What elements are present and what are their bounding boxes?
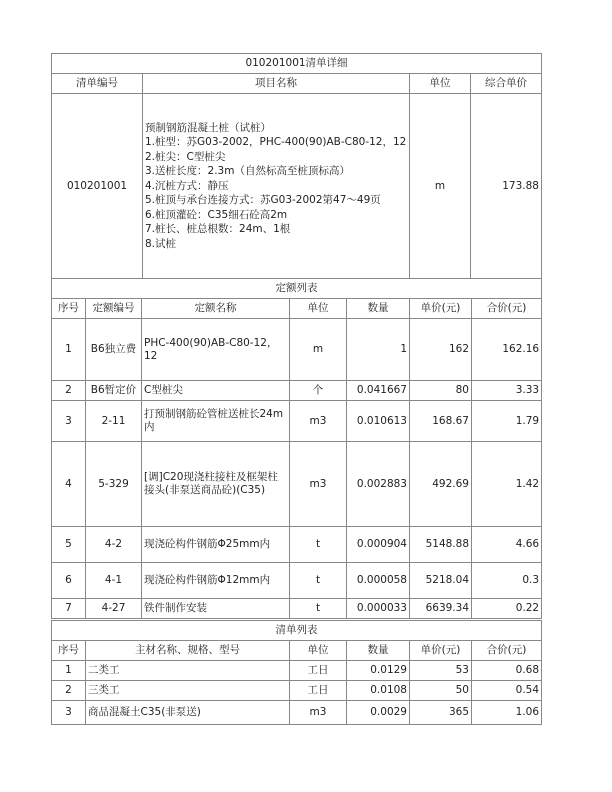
- row-no: 4: [52, 442, 86, 527]
- table-row: [52, 681, 542, 701]
- row-no: 7: [52, 599, 86, 619]
- row-qty: 0.0129: [347, 661, 410, 681]
- materials-section-title: 清单列表: [52, 621, 542, 641]
- row-total: 1.79: [472, 401, 542, 442]
- header-code: 清单编号: [52, 74, 143, 94]
- row-qty: 0.002883: [347, 442, 410, 527]
- item-code: 010201001: [52, 94, 143, 279]
- table-row: [52, 563, 542, 599]
- materials-col-price: 单价(元): [410, 641, 472, 661]
- row-name: 现浇砼构件钢筋Φ25mm内: [142, 527, 290, 563]
- row-qty: 0.0029: [347, 701, 410, 725]
- header-unit: 单位: [410, 74, 471, 94]
- row-price: 162: [410, 319, 472, 381]
- quota-table: [51, 278, 542, 619]
- table-row: [52, 701, 542, 725]
- row-unit: m3: [290, 701, 347, 725]
- row-price: 50: [410, 681, 472, 701]
- row-no: 1: [52, 319, 86, 381]
- row-total: 3.33: [472, 381, 542, 401]
- row-code: 5-329: [86, 442, 142, 527]
- materials-col-unit: 单位: [290, 641, 347, 661]
- row-code: B6独立费: [86, 319, 142, 381]
- row-price: 365: [410, 701, 472, 725]
- row-total: 0.3: [472, 563, 542, 599]
- row-qty: 0.041667: [347, 381, 410, 401]
- row-qty: 0.000058: [347, 563, 410, 599]
- row-name: 三类工: [86, 681, 290, 701]
- row-total: 0.22: [472, 599, 542, 619]
- row-code: 2-11: [86, 401, 142, 442]
- item-price: 173.88: [471, 94, 542, 279]
- quota-col-no: 序号: [52, 299, 86, 319]
- bill-detail-table: [51, 53, 542, 279]
- table-row: [52, 599, 542, 619]
- item-unit: m: [410, 94, 471, 279]
- row-total: 1.06: [472, 701, 542, 725]
- row-qty: 0.010613: [347, 401, 410, 442]
- row-code: 4-1: [86, 563, 142, 599]
- row-qty: 1: [347, 319, 410, 381]
- row-unit: 工日: [290, 681, 347, 701]
- row-code: 4-27: [86, 599, 142, 619]
- row-name: C型桩尖: [142, 381, 290, 401]
- row-price: 5218.04: [410, 563, 472, 599]
- table-row: [52, 442, 542, 527]
- row-no: 2: [52, 681, 86, 701]
- row-unit: 工日: [290, 661, 347, 681]
- item-description: 预制钢筋混凝土桩（试桩） 1.桩型：苏G03-2002，PHC-400(90)AB-C80-12，12 2.桩尖：C型桩尖 3.送桩长度：2.3m（自然标高至桩顶标高） 4.沉桩方式：静压 5.桩顶与承台连接方式：苏G03-2002第47～49页 6.桩顶灌砼：C35细石砼高2m 7.桩长、桩总根数：24m、1根 8.试桩: [143, 94, 410, 279]
- table-row: [52, 381, 542, 401]
- row-no: 3: [52, 701, 86, 725]
- quota-col-name: 定额名称: [142, 299, 290, 319]
- row-name: 商品混凝土C35(非泵送): [86, 701, 290, 725]
- row-qty: 0.0108: [347, 681, 410, 701]
- quota-col-qty: 数量: [347, 299, 410, 319]
- quota-col-price: 单价(元): [410, 299, 472, 319]
- row-price: 492.69: [410, 442, 472, 527]
- quota-header-row: [52, 299, 542, 319]
- row-qty: 0.000904: [347, 527, 410, 563]
- row-unit: m3: [290, 401, 347, 442]
- row-price: 53: [410, 661, 472, 681]
- table-row: [52, 401, 542, 442]
- row-name: 铁件制作安装: [142, 599, 290, 619]
- row-qty: 0.000033: [347, 599, 410, 619]
- materials-header-row: [52, 641, 542, 661]
- quota-col-unit: 单位: [290, 299, 347, 319]
- row-unit: m: [290, 319, 347, 381]
- row-total: 4.66: [472, 527, 542, 563]
- row-price: 80: [410, 381, 472, 401]
- row-unit: 个: [290, 381, 347, 401]
- quota-col-total: 合价(元): [472, 299, 542, 319]
- row-no: 2: [52, 381, 86, 401]
- row-code: 4-2: [86, 527, 142, 563]
- materials-col-qty: 数量: [347, 641, 410, 661]
- row-total: 162.16: [472, 319, 542, 381]
- row-total: 1.42: [472, 442, 542, 527]
- page-title: 010201001清单详细: [52, 54, 542, 74]
- row-name: PHC-400(90)AB-C80-12，12: [142, 319, 290, 381]
- materials-table: [51, 620, 542, 725]
- row-no: 1: [52, 661, 86, 681]
- row-unit: t: [290, 563, 347, 599]
- row-price: 5148.88: [410, 527, 472, 563]
- row-total: 0.54: [472, 681, 542, 701]
- table-row: [52, 527, 542, 563]
- row-price: 168.67: [410, 401, 472, 442]
- row-price: 6639.34: [410, 599, 472, 619]
- row-no: 3: [52, 401, 86, 442]
- quota-col-code: 定额编号: [86, 299, 142, 319]
- row-name: 现浇砼构件钢筋Φ12mm内: [142, 563, 290, 599]
- row-code: B6暂定价: [86, 381, 142, 401]
- header-price: 综合单价: [471, 74, 542, 94]
- row-unit: t: [290, 527, 347, 563]
- header-name: 项目名称: [143, 74, 410, 94]
- row-name: 打预制钢筋砼管桩送桩长24m内: [142, 401, 290, 442]
- quota-section-title: 定额列表: [52, 279, 542, 299]
- table-row: [52, 661, 542, 681]
- row-no: 5: [52, 527, 86, 563]
- materials-col-no: 序号: [52, 641, 86, 661]
- row-total: 0.68: [472, 661, 542, 681]
- row-name: 二类工: [86, 661, 290, 681]
- row-unit: t: [290, 599, 347, 619]
- table-row: [52, 319, 542, 381]
- materials-col-total: 合价(元): [472, 641, 542, 661]
- row-name: [调]C20现浇柱接柱及框架柱接头(非泵送商品砼)(C35): [142, 442, 290, 527]
- row-no: 6: [52, 563, 86, 599]
- row-unit: m3: [290, 442, 347, 527]
- materials-col-name: 主材名称、规格、型号: [86, 641, 290, 661]
